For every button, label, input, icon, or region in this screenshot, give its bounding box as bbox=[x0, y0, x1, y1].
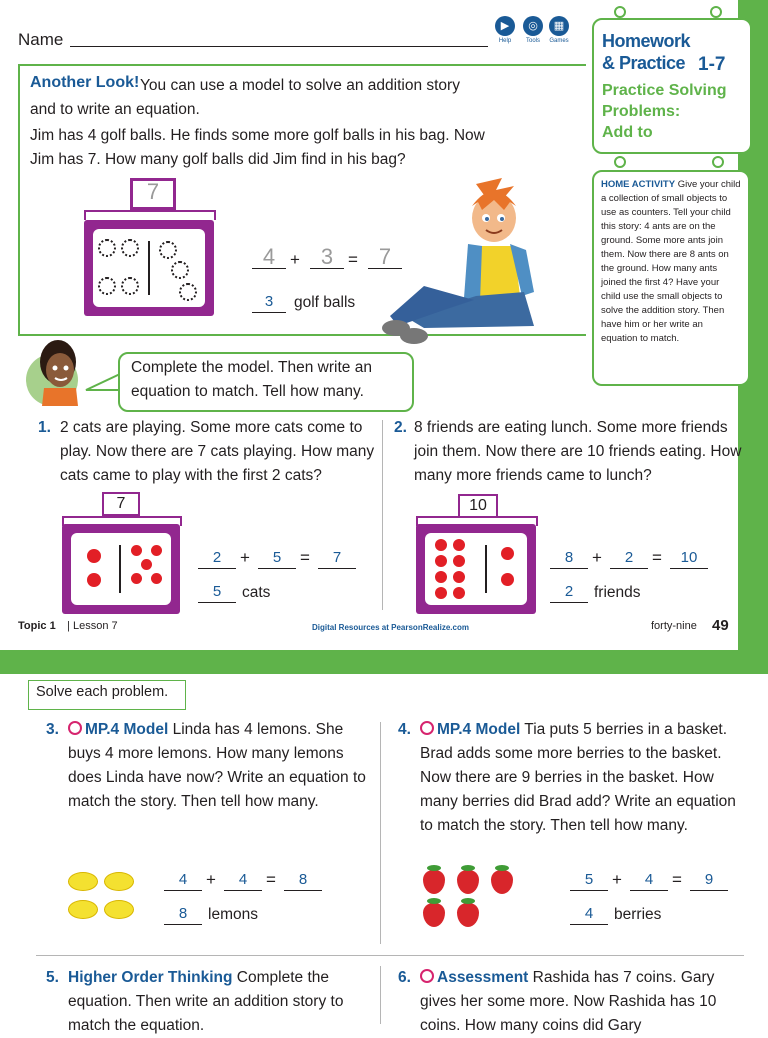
digital-resources-link[interactable]: Digital Resources at PearsonRealize.com bbox=[312, 623, 469, 632]
model-total-box bbox=[102, 492, 140, 516]
mat-divider bbox=[485, 545, 487, 593]
name-input-line[interactable] bbox=[70, 46, 488, 47]
red-counter bbox=[435, 571, 447, 583]
lemon-icon bbox=[104, 872, 134, 891]
tools-label: Tools bbox=[525, 38, 540, 44]
homework-title bbox=[602, 30, 690, 74]
subtitle-line-2: Problems: bbox=[602, 103, 681, 120]
column-divider bbox=[380, 966, 381, 1024]
instruction-text: Complete the model. Then write an equation to match. Tell how many. bbox=[131, 359, 372, 400]
red-counter bbox=[453, 571, 465, 583]
title-line-1: Homework bbox=[602, 31, 691, 51]
subtitle-line-1: Practice Solving bbox=[602, 82, 727, 99]
practice-tag: Higher Order Thinking bbox=[68, 969, 233, 986]
answer-blank[interactable]: 4 bbox=[570, 902, 608, 925]
problem-text: Tia puts 5 berries in a basket. Brad adds some more berries to the basket. Now there are 9 berries in the basket. How many berries did Brad add? Write an equation to match the story. Then tell how many. bbox=[420, 721, 736, 834]
page-word: forty-nine bbox=[651, 620, 697, 632]
counter bbox=[159, 241, 177, 259]
equation-blank-c[interactable]: 7 bbox=[368, 246, 402, 269]
help-label: Help bbox=[498, 38, 512, 44]
equation-blank-b[interactable]: 4 bbox=[630, 868, 668, 891]
problem-number: 1. bbox=[38, 419, 51, 436]
red-counter bbox=[151, 573, 162, 584]
problem-number: 6. bbox=[398, 969, 411, 986]
red-counter bbox=[435, 539, 447, 551]
problem-1 bbox=[38, 416, 378, 488]
equation-blank-a[interactable]: 8 bbox=[550, 546, 588, 569]
problem-number: 3. bbox=[46, 721, 59, 738]
counter bbox=[98, 239, 116, 257]
lesson-subtitle bbox=[602, 80, 727, 143]
plus-sign: + bbox=[290, 250, 300, 269]
part-part-whole-mat bbox=[62, 524, 180, 614]
equation-blank-a[interactable]: 5 bbox=[570, 868, 608, 891]
red-counter bbox=[453, 587, 465, 599]
target-icon bbox=[420, 969, 434, 983]
binder-ring-icon bbox=[614, 6, 626, 18]
help-icon: ▶ bbox=[495, 16, 515, 36]
red-counter bbox=[501, 547, 514, 560]
red-counter bbox=[435, 555, 447, 567]
strawberry-icon bbox=[423, 870, 445, 894]
problem-text: Rashida has 7 coins. Gary gives her some more. Now Rashida has 10 coins. How many coins did Gary bbox=[420, 969, 717, 1034]
problem-text: Linda has 4 lemons. She buys 4 more lemons. How many lemons does Linda have now? Write an equation to match the story. Then tell how many. bbox=[68, 721, 366, 810]
tools-icon: ◎ bbox=[523, 16, 543, 36]
model-total: 10 bbox=[469, 497, 487, 514]
equals-sign: = bbox=[300, 548, 310, 567]
answer-blank[interactable]: 5 bbox=[198, 580, 236, 603]
strawberry-icon bbox=[457, 870, 479, 894]
equals-sign: = bbox=[348, 250, 358, 269]
equation-blank-b[interactable]: 3 bbox=[310, 246, 344, 269]
problem-number: 5. bbox=[46, 969, 59, 986]
footer-lesson: Lesson 7 bbox=[73, 620, 118, 632]
counter bbox=[121, 239, 139, 257]
page-break-band bbox=[0, 650, 768, 674]
answer-unit: friends bbox=[594, 584, 641, 601]
another-look-story: Jim has 4 golf balls. He finds some more golf balls in his bag. Now Jim has 7. How many golf balls did Jim find in his bag? bbox=[30, 127, 485, 168]
equation-blank-b[interactable]: 2 bbox=[610, 546, 648, 569]
lemon-icon bbox=[68, 900, 98, 919]
games-label: Games bbox=[549, 38, 569, 44]
answer-unit: lemons bbox=[208, 906, 258, 923]
equation-blank-c[interactable]: 8 bbox=[284, 868, 322, 891]
answer-blank[interactable]: 8 bbox=[164, 902, 202, 925]
equation-blank-b[interactable]: 5 bbox=[258, 546, 296, 569]
problem-text: 2 cats are playing. Some more cats come to play. Now there are 7 cats playing. How many cats came to play with the first 2 cats? bbox=[60, 419, 375, 484]
home-activity-label: HOME ACTIVITY bbox=[601, 179, 676, 190]
equation-blank-c[interactable]: 9 bbox=[690, 868, 728, 891]
lesson-number: 1-7 bbox=[698, 54, 726, 75]
another-look-label: Another Look! bbox=[30, 74, 140, 91]
red-counter bbox=[435, 587, 447, 599]
boy-character-illustration bbox=[384, 176, 554, 348]
strawberry-icon bbox=[457, 903, 479, 927]
column-divider bbox=[382, 420, 383, 610]
column-divider bbox=[380, 722, 381, 944]
row-divider bbox=[36, 955, 744, 956]
counter bbox=[98, 277, 116, 295]
problem-text: Complete the equation. Then write an addition story to match the equation. bbox=[68, 969, 344, 1034]
mat-divider bbox=[119, 545, 121, 593]
red-counter bbox=[131, 545, 142, 556]
red-counter bbox=[87, 549, 101, 563]
red-counter bbox=[151, 545, 162, 556]
red-counter bbox=[453, 539, 465, 551]
part-part-whole-mat bbox=[416, 524, 536, 614]
model-total: 7 bbox=[116, 495, 126, 512]
equation-blank-a[interactable]: 2 bbox=[198, 546, 236, 569]
part-part-whole-mat bbox=[84, 220, 214, 316]
problem-text: 8 friends are eating lunch. Some more friends join them. Now there are 10 friends eating. How many more friends came to lunch? bbox=[414, 419, 742, 484]
lemon-icon bbox=[68, 872, 98, 891]
binder-ring-icon bbox=[712, 156, 724, 168]
problem-5 bbox=[46, 966, 376, 1034]
equation-blank-a[interactable]: 4 bbox=[252, 246, 286, 269]
equals-sign: = bbox=[266, 870, 276, 889]
mat-divider bbox=[148, 241, 150, 295]
plus-sign: + bbox=[592, 548, 602, 567]
footer-divider: | bbox=[67, 620, 70, 632]
problem-3 bbox=[46, 718, 376, 814]
equation-blank-a[interactable]: 4 bbox=[164, 868, 202, 891]
model-total-box bbox=[458, 494, 498, 518]
help-button[interactable] bbox=[494, 16, 516, 44]
target-icon bbox=[420, 721, 434, 735]
another-look-intro: You can use a model to solve an addition story and to write an equation. bbox=[30, 77, 460, 118]
plus-sign: + bbox=[240, 548, 250, 567]
red-counter bbox=[131, 573, 142, 584]
practice-tag: Assessment bbox=[437, 969, 529, 986]
counter bbox=[171, 261, 189, 279]
games-button[interactable] bbox=[548, 16, 570, 44]
answer-blank[interactable]: 2 bbox=[550, 580, 588, 603]
red-counter bbox=[453, 555, 465, 567]
answer-unit: golf balls bbox=[294, 294, 356, 311]
equation-blank-c[interactable]: 7 bbox=[318, 546, 356, 569]
title-line-2: & Practice bbox=[602, 53, 686, 73]
girl-character-illustration bbox=[22, 322, 92, 408]
problem-6 bbox=[398, 966, 746, 1034]
subtitle-line-3: Add to bbox=[602, 124, 653, 141]
practice-tag: MP.4 Model bbox=[437, 721, 521, 738]
red-counter bbox=[141, 559, 152, 570]
lemon-icon bbox=[104, 900, 134, 919]
counter bbox=[179, 283, 197, 301]
footer-topic: Topic 1 bbox=[18, 620, 56, 632]
model-total-box bbox=[130, 178, 176, 210]
red-counter bbox=[501, 573, 514, 586]
answer-unit: cats bbox=[242, 584, 271, 601]
model-bracket bbox=[84, 210, 216, 220]
answer-unit: berries bbox=[614, 906, 662, 923]
plus-sign: + bbox=[612, 870, 622, 889]
counter bbox=[121, 277, 139, 295]
equation-blank-c[interactable]: 10 bbox=[670, 546, 708, 569]
tools-button[interactable] bbox=[522, 16, 544, 44]
equals-sign: = bbox=[672, 870, 682, 889]
red-counter bbox=[87, 573, 101, 587]
practice-tag: MP.4 Model bbox=[85, 721, 169, 738]
model-total: 7 bbox=[146, 179, 160, 204]
plus-sign: + bbox=[206, 870, 216, 889]
name-label: Name bbox=[18, 30, 64, 49]
problem-2 bbox=[394, 416, 744, 488]
equation-blank-b[interactable]: 4 bbox=[224, 868, 262, 891]
page-number: 49 bbox=[712, 617, 729, 634]
target-icon bbox=[68, 721, 82, 735]
home-activity-text bbox=[601, 178, 741, 346]
answer-blank[interactable]: 3 bbox=[252, 290, 286, 313]
binder-ring-icon bbox=[710, 6, 722, 18]
problem-number: 4. bbox=[398, 721, 411, 738]
problem-number: 2. bbox=[394, 419, 407, 436]
strawberry-icon bbox=[423, 903, 445, 927]
solve-label: Solve each problem. bbox=[36, 684, 169, 700]
binder-ring-icon bbox=[614, 156, 626, 168]
games-icon: ▦ bbox=[549, 16, 569, 36]
strawberry-icon bbox=[491, 870, 513, 894]
problem-4 bbox=[398, 718, 748, 838]
home-activity-body: Give your child a collection of small objects to use as counters. Tell your child this story: 4 ants are on the ground. Some more ants join them. Now there are 8 ants on the ground. How many ants joined the first 4? Have your child use the small objects to solve the addition story. Then have him or her write an equation to match. bbox=[601, 179, 741, 344]
equals-sign: = bbox=[652, 548, 662, 567]
